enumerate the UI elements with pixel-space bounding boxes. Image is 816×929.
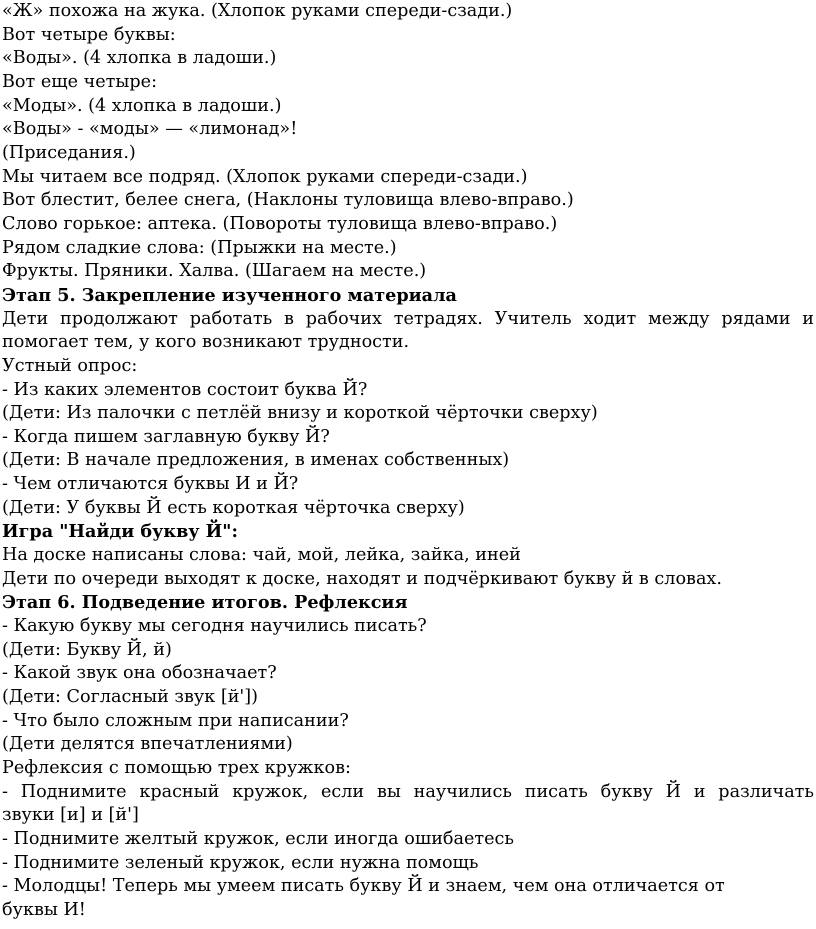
section-heading-stage-5: Этап 5. Закрепление изученного материала [2,284,457,306]
text-line: «Воды». (4 хлопка в ладоши.) [2,48,277,69]
question-line: - Что было сложным при написании? [2,710,349,731]
answer-line: (Дети: В начале предложения, в именах собственных) [2,450,510,471]
text-line: Фрукты. Пряники. Халва. (Шагаем на месте.) [2,261,427,282]
text-line: - Молодцы! Теперь мы умеем писать букву Й и знаем, чем она отличается от [2,876,725,897]
text-line: Мы читаем все подряд. (Хлопок руками спереди-сзади.) [2,166,528,187]
section-heading-stage-6: Этап 6. Подведение итогов. Рефлексия [2,592,408,614]
text-line: На доске написаны слова: чай, мой, лейка, зайка, иней [2,545,521,566]
text-line: «Моды». (4 хлопка в ладоши.) [2,95,282,116]
answer-line: (Дети: Из палочки с петлёй внизу и короткой чёрточки сверху) [2,403,598,424]
text-line: Слово горькое: аптека. (Повороты туловища влево-вправо.) [2,213,558,234]
question-line: - Какой звук она обозначает? [2,663,277,684]
text-line: Рядом сладкие слова: (Прыжки на месте.) [2,237,397,258]
question-line: - Чем отличаются буквы И и Й? [2,474,299,495]
text-line: - Поднимите зеленый кружок, если нужна помощь [2,852,479,873]
text-line: (Приседания.) [2,142,136,163]
text-line: Дети по очереди выходят к доске, находят и подчёркивают букву й в словах. [2,568,722,589]
answer-line: (Дети делятся впечатлениями) [2,734,293,755]
section-heading-game: Игра "Найди букву Й": [2,521,238,543]
question-line: - Когда пишем заглавную букву Й? [2,426,330,447]
answer-line: (Дети: У буквы Й есть короткая чёрточка сверху) [2,497,465,518]
question-line: - Какую букву мы сегодня научились писать? [2,616,427,637]
text-line: Дети продолжают работать в рабочих тетрадях. Учитель ходит между рядами и [2,308,814,329]
text-line: Вот четыре буквы: [2,24,176,45]
text-line: Устный опрос: [2,355,138,376]
text-line: буквы И! [2,899,86,920]
answer-line: (Дети: Букву Й, й) [2,639,172,660]
question-line: - Из каких элементов состоит буква Й? [2,379,368,400]
text-line: Вот еще четыре: [2,71,158,92]
text-line: «Воды» - «моды» — «лимонад»! [2,119,298,140]
text-line: Рефлексия с помощью трех кружков: [2,758,351,778]
text-line: - Поднимите красный кружок, если вы научились писать букву Й и различать [2,781,814,802]
text-line: помогает тем, у кого возникают трудности. [2,332,410,353]
text-line: «Ж» похожа на жука. (Хлопок руками спереди-сзади.) [2,1,513,21]
text-line: Вот блестит, белее снега, (Наклоны туловища влево-вправо.) [2,190,574,211]
document-page [2,0,814,923]
answer-line: (Дети: Согласный звук [й']) [2,687,258,708]
text-line: звуки [и] и [й'] [2,805,139,826]
text-line: - Поднимите желтый кружок, если иногда ошибаетесь [2,828,514,849]
